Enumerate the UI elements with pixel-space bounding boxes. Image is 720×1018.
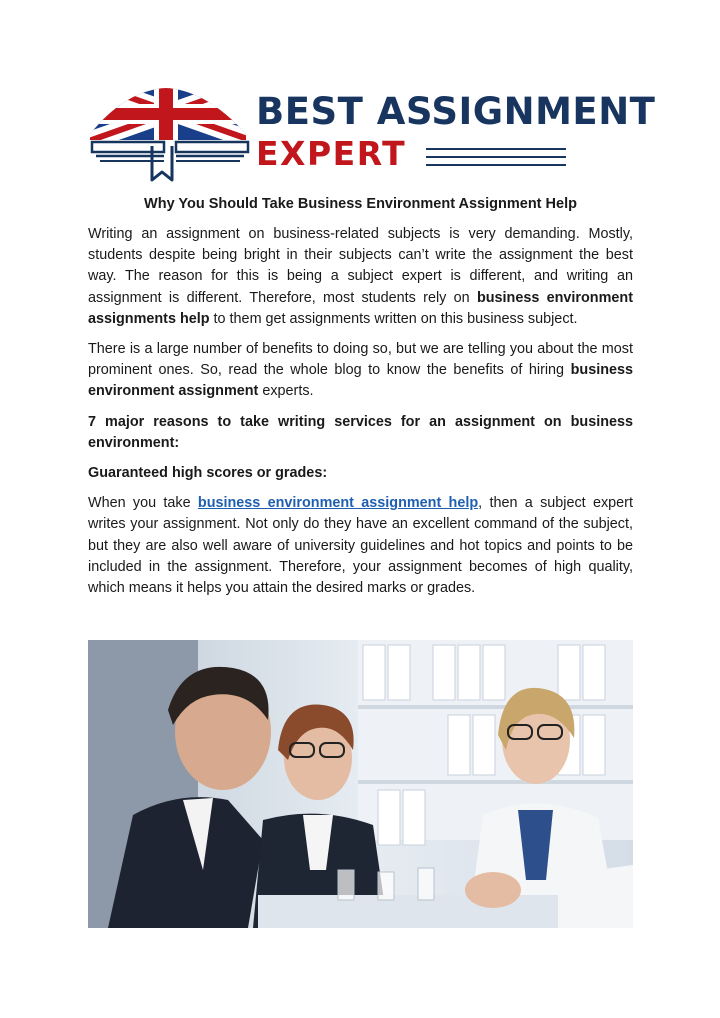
paragraph-intro (88, 224, 633, 330)
paragraph-benefits (88, 339, 633, 403)
brand-rule-middle (426, 156, 566, 158)
brand-name-line1: BEST ASSIGNMENT (256, 90, 656, 133)
paragraph-benefits-after: experts. (258, 383, 314, 400)
brand-logo[interactable] (86, 82, 656, 192)
section-heading-reasons: 7 major reasons to take writing services for an assignment on business environment: (88, 413, 633, 451)
paragraph-grades-before: When you take (88, 495, 198, 512)
document-title: Why You Should Take Business Environment Assignment Help (144, 196, 577, 212)
paragraph-benefits-text: There is a large number of benefits to doing so, but we are telling you about the most prominent ones. So, read the whole blog to know the benefits of hiring (88, 341, 633, 379)
brand-name-line2: EXPERT (256, 134, 407, 173)
assignment-help-link[interactable]: business environment assignment help (197, 495, 479, 512)
paragraph-intro-bold: business environment assignments help (88, 289, 633, 327)
paragraph-grades-after: , then a subject expert writes your assignment. Not only do they have an excellent command of the subject, but they are also well aware of university guidelines and hot topics and points to be included in the assignment. Therefore, your assignment becomes of high quality, which means it helps you attain the desired marks or grades. (88, 495, 633, 597)
office-meeting-illustration (88, 640, 633, 928)
office-meeting-photo (88, 640, 633, 928)
section-heading-grades: Guaranteed high scores or grades: (88, 465, 328, 482)
paragraph-intro-text: Writing an assignment on business-related subjects is very demanding. Mostly, students despite being bright in their subjects can’t write the assignment the best way. The reason for this is being a subject expert is different, and writing an assignment is different. Therefore, most students rely on (88, 226, 633, 306)
union-jack-book-icon (86, 82, 256, 192)
paragraph-benefits-bold: business environment assignment (88, 362, 633, 400)
paragraph-grades (88, 493, 633, 599)
paragraph-intro-after: to them get assignments written on this business subject. (209, 310, 578, 327)
article-body (88, 196, 633, 608)
brand-rule-bottom (426, 164, 566, 166)
brand-rule-top (426, 148, 566, 150)
